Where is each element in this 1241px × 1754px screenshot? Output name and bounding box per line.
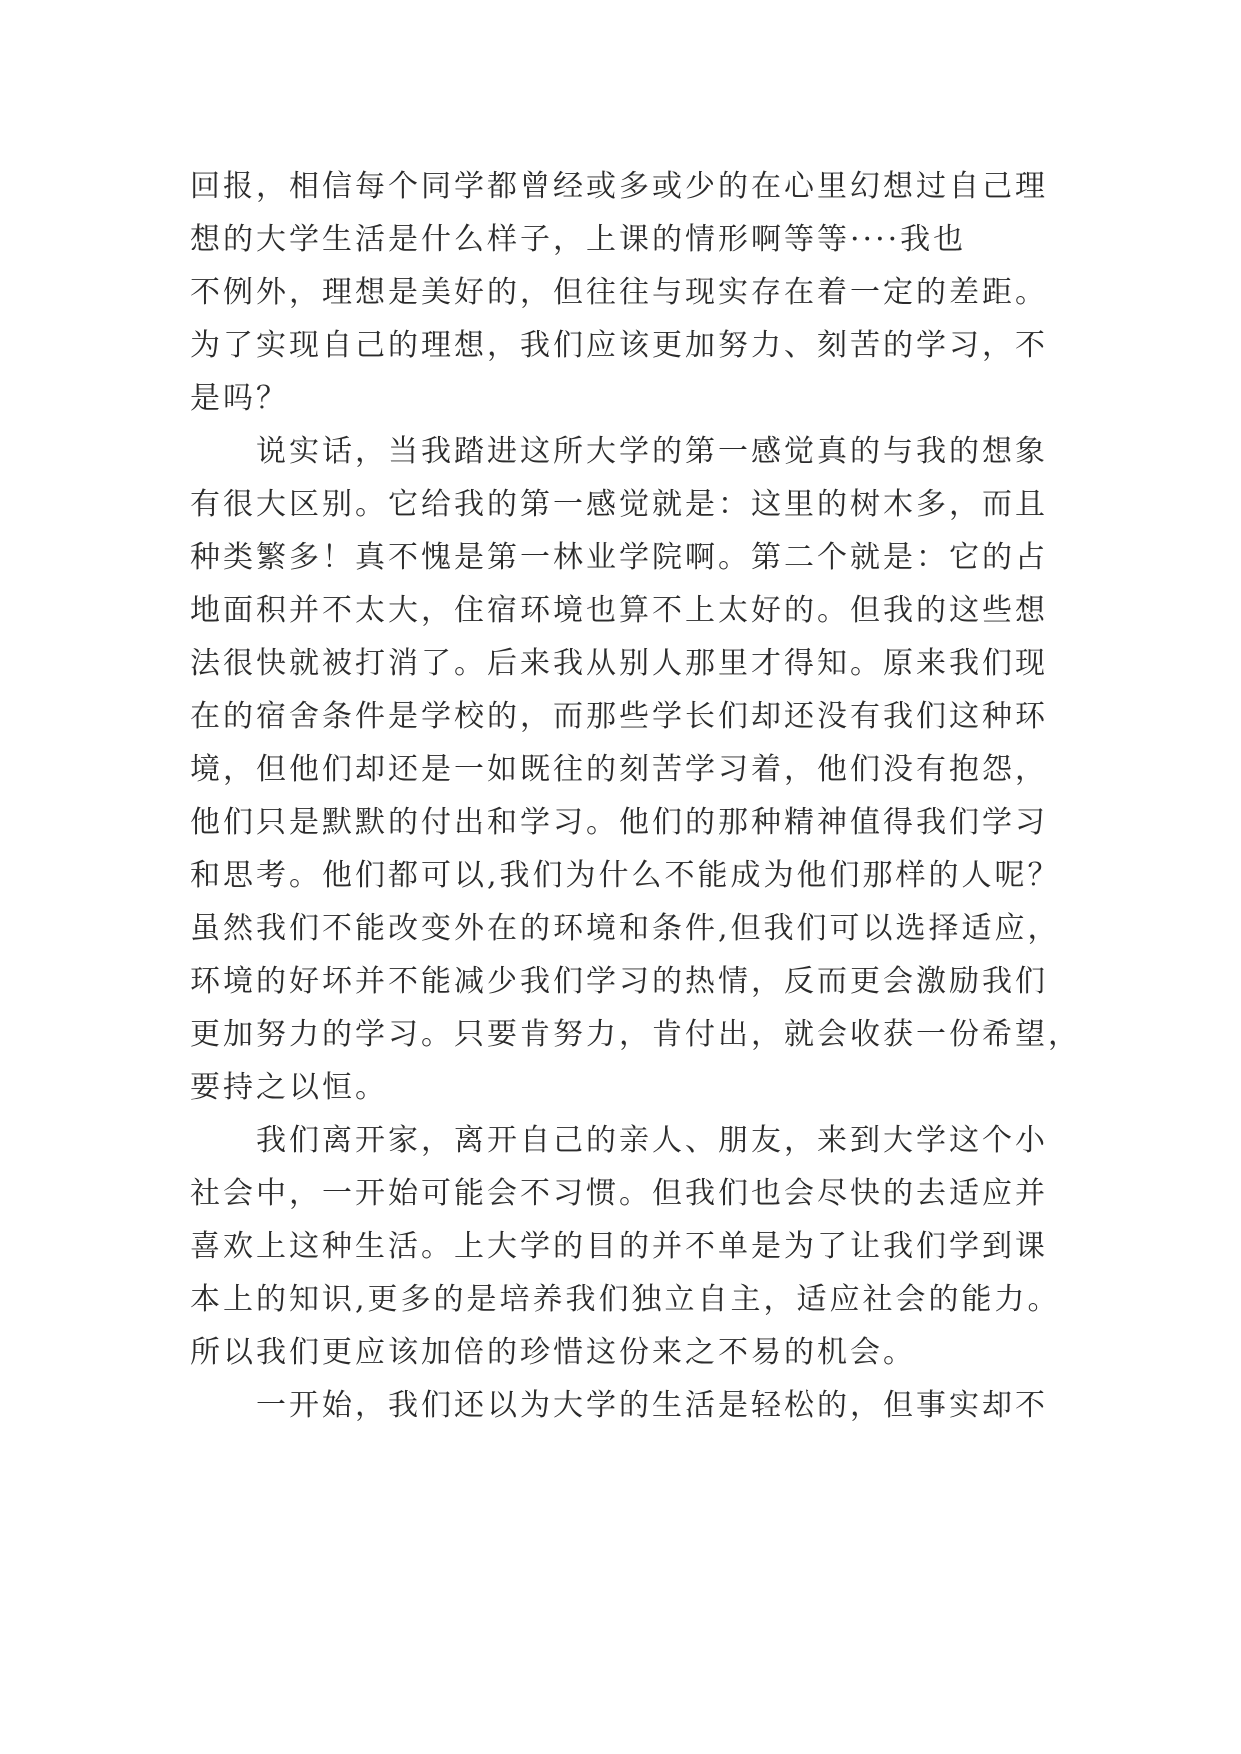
text-line: 回报，相信每个同学都曾经或多或少的在心里幻想过自己理 bbox=[190, 169, 1048, 204]
text-line: 地面积并不太大，住宿环境也算不上太好的。但我的这些想 bbox=[190, 593, 1048, 628]
text-line: 所以我们更应该加倍的珍惜这份来之不易的机会。 bbox=[190, 1335, 916, 1370]
text-line: 有很大区别。它给我的第一感觉就是：这里的树木多，而且 bbox=[190, 487, 1048, 522]
text-line: 我们离开家，离开自己的亲人、朋友，来到大学这个小 bbox=[256, 1123, 1048, 1158]
text-line: 想的大学生活是什么样子，上课的情形啊等等····我也 bbox=[190, 222, 967, 257]
paragraph-3 bbox=[190, 1114, 1061, 1379]
text-line: 社会中，一开始可能会不习惯。但我们也会尽快的去适应并 bbox=[190, 1176, 1048, 1211]
text-line: 不例外，理想是美好的，但往往与现实存在着一定的差距。 bbox=[190, 275, 1048, 310]
text-line: 喜欢上这种生活。上大学的目的并不单是为了让我们学到课 bbox=[190, 1229, 1048, 1264]
paragraph-2 bbox=[190, 425, 1081, 1114]
paragraph-1 bbox=[190, 160, 1058, 425]
text-line: 境，但他们却还是一如既往的刻苦学习着，他们没有抱怨， bbox=[190, 752, 1048, 787]
text-line: 是吗？ bbox=[190, 381, 289, 416]
text-line: 说实话，当我踏进这所大学的第一感觉真的与我的想象 bbox=[256, 434, 1048, 469]
text-line: 在的宿舍条件是学校的，而那些学长们却还没有我们这种环 bbox=[190, 699, 1048, 734]
text-line: 更加努力的学习。只要肯努力，肯付出，就会收获一份希望， bbox=[190, 1017, 1081, 1052]
text-line: 本上的知识,更多的是培养我们独立自主，适应社会的能力。 bbox=[190, 1282, 1061, 1317]
text-line: 为了实现自己的理想，我们应该更加努力、刻苦的学习，不 bbox=[190, 328, 1048, 363]
text-line: 一开始，我们还以为大学的生活是轻松的，但事实却不 bbox=[256, 1388, 1048, 1423]
text-line: 和思考。他们都可以,我们为什么不能成为他们那样的人呢？ bbox=[190, 858, 1061, 893]
text-line: 环境的好坏并不能减少我们学习的热情，反而更会激励我们 bbox=[190, 964, 1048, 999]
text-line: 虽然我们不能改变外在的环境和条件,但我们可以选择适应， bbox=[190, 911, 1061, 946]
text-line: 法很快就被打消了。后来我从别人那里才得知。原来我们现 bbox=[190, 646, 1048, 681]
text-line: 他们只是默默的付出和学习。他们的那种精神值得我们学习 bbox=[190, 805, 1048, 840]
text-line: 要持之以恒。 bbox=[190, 1070, 388, 1105]
document-body bbox=[190, 160, 1081, 1432]
text-line: 种类繁多！真不愧是第一林业学院啊。第二个就是：它的占 bbox=[190, 540, 1048, 575]
paragraph-4 bbox=[190, 1379, 1058, 1432]
